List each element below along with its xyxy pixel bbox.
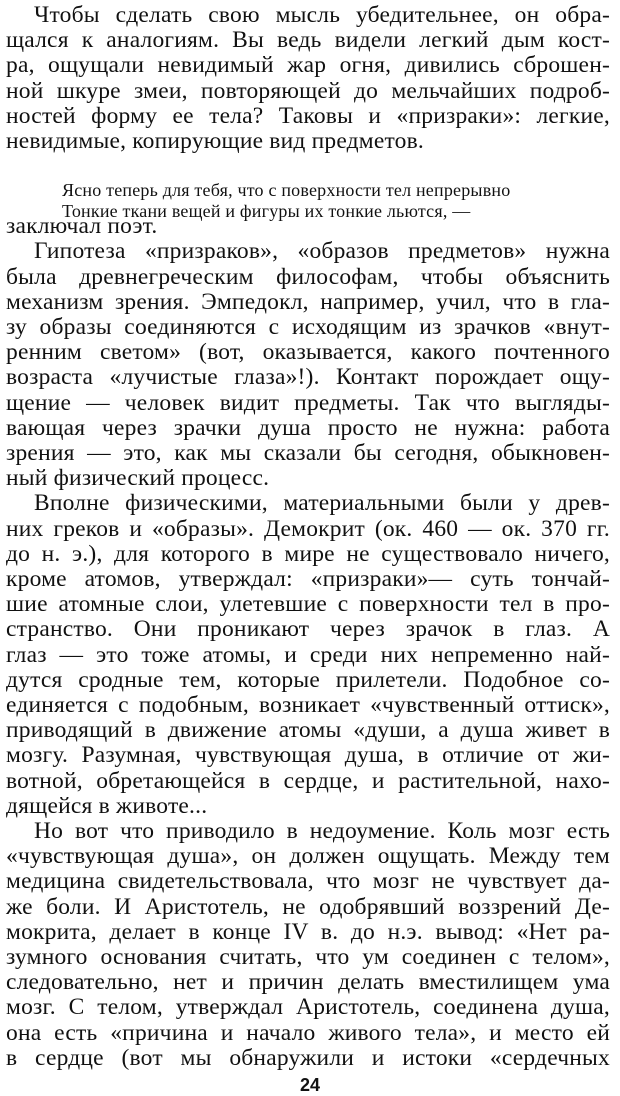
page-number: 24 [299, 1075, 321, 1095]
text-line: Но вот что приводило в недоумение. Коль мозг есть [34, 818, 610, 844]
text-line: мокрита, делает в конце IV в. до н.э. вывод: «Нет ра- [6, 918, 610, 945]
text-line: Вполне физическими, материальными были у древ- [34, 490, 610, 517]
text-line: шие атомные слои, улетевшие с поверхности тел в про- [6, 591, 610, 618]
text-line: была древнегреческим философам, чтобы объяснить [6, 263, 610, 290]
text-line: механизм зрения. Эмпедокл, например, учил, что в гла- [6, 288, 610, 315]
text-line: следовательно, нет и причин делать вместилищем ума [6, 969, 610, 996]
text-line: ра, ощущали невидимый жар огня, дивились сброшен- [6, 52, 610, 79]
verse-line: Ясно теперь для тебя, что с поверхности тел непрерывно [62, 180, 511, 201]
text-line: заключал поэт. [6, 213, 158, 240]
text-line: зрения — это, как мы сказали бы сегодня, обыкновен- [6, 440, 610, 466]
text-line: возраста «лучистые глаза»!). Контакт порождает ощу- [6, 364, 610, 391]
text-line: зу образы соединяются с исходящим из зрачков «внут- [6, 314, 610, 340]
text-line: ный физический процесс. [6, 465, 270, 492]
text-line: «чувствующая душа», он должен ощущать. Между тем [6, 843, 610, 870]
text-line: до н. э.), для которого в мире не существовало ничего, [6, 540, 610, 567]
text-line: же боли. И Аристотель, не одобрявший воззрений Де- [6, 893, 610, 920]
text-line: щение — человек видит предметы. Так что выгляды- [6, 389, 610, 416]
text-line: медицина свидетельствовала, что мозг не чувствует да- [6, 868, 610, 895]
text-line: Чтобы сделать свою мысль убедительнее, он обра- [34, 2, 610, 28]
text-line: ренним светом» (вот, оказывается, какого почтенного [6, 339, 610, 366]
text-line: ностей форму ее тела? Таковы и «призраки»: легкие, [6, 102, 610, 129]
text-line: невидимые, копирующие вид предметов. [6, 128, 424, 154]
text-line: мозгу. Разумная, чувствующая душа, в отличие от жи- [6, 742, 610, 769]
text-line: ной шкуре змеи, повторяющей до мельчайших подроб- [6, 77, 610, 104]
text-line: кроме атомов, утверждал: «призраки»— суть тончай- [6, 566, 610, 592]
text-line: странство. Они проникают через зрачок в глаз. А [6, 616, 610, 643]
text-line: глаз — это тоже атомы, и среди них непременно най- [6, 641, 610, 668]
text-line: них греков и «образы». Демокрит (ок. 460 — ок. 370 гг. [6, 515, 610, 542]
text-line: вающая через зрачки душа просто не нужна: работа [6, 414, 610, 441]
verse-line: Тонкие ткани вещей и фигуры их тонкие льются, — [62, 201, 471, 222]
text-line: мозг. С телом, утверждал Аристотель, соединена душа, [6, 994, 610, 1021]
text-line: щался к аналогиям. Вы ведь видели легкий дым кост- [6, 27, 610, 54]
text-line: в сердце (вот мы обнаружили и истоки «сердечных [6, 1044, 610, 1071]
text-line: единяется с подобным, возникает «чувственный оттиск», [6, 692, 610, 718]
text-line: зумного основания считать, что ум соединен с телом», [6, 944, 610, 970]
text-line: вотной, обретающейся в сердце, и растительной, нахо- [6, 767, 610, 794]
text-line: Гипотеза «призраков», «образов предметов» нужна [34, 238, 610, 265]
text-line: она есть «причина и начало живого тела», и место ей [6, 1019, 610, 1046]
text-line: дутся сродные тем, которые прилетели. Подобное со- [6, 666, 610, 693]
text-line: приводящий в движение атомы «души, а душа живет в [6, 717, 610, 744]
text-line: дящейся в животе... [6, 792, 208, 819]
